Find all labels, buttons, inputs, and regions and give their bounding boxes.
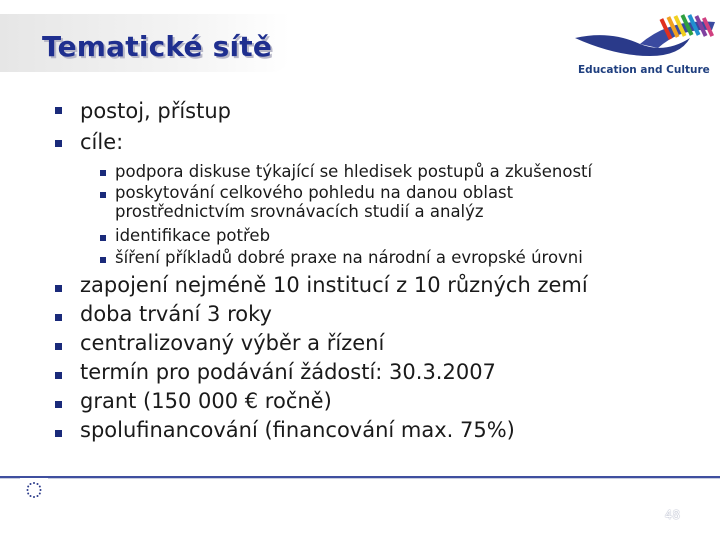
list-item-text: centralizovaný výběr a řízení	[80, 331, 385, 355]
bullet	[55, 314, 62, 321]
slide-title: Tematické sítě	[42, 30, 273, 63]
bullet	[100, 235, 106, 241]
footer-rule-shadow	[0, 478, 720, 479]
list-item-text: spolufinancování (financování max. 75%)	[80, 418, 515, 442]
list-item-text: doba trvání 3 roky	[80, 302, 272, 326]
bullet	[55, 430, 62, 437]
bullet	[100, 192, 106, 198]
list-item-text: postoj, přístup	[80, 99, 231, 123]
sub-list-item-text: identifikace potřeb	[115, 226, 271, 245]
sub-list-item-text: prostřednictvím srovnávacích studií a analýz	[115, 202, 484, 221]
sub-list-item-text: šíření příkladů dobré praxe na národní a evropské úrovni	[115, 248, 583, 267]
bullet	[55, 285, 62, 292]
list-item-text: zapojení nejméně 10 institucí z 10 různých zemí	[80, 273, 588, 297]
bullet	[100, 257, 106, 263]
bullet	[55, 401, 62, 408]
logo-caption: Education and Culture	[578, 64, 710, 76]
list-item-text: grant (150 000 € ročně)	[80, 389, 332, 413]
page-number: 48	[664, 508, 680, 522]
bullet	[100, 170, 106, 176]
sub-list-item-text: poskytování celkového pohledu na danou oblast	[115, 183, 514, 202]
list-item-text: termín pro podávání žádostí: 30.3.2007	[80, 360, 496, 384]
list-item-text: cíle:	[80, 130, 124, 154]
education-and-culture-logo	[570, 8, 720, 88]
bullet	[55, 107, 62, 114]
sub-list-item-text: podpora diskuse týkající se hledisek postupů a zkušeností	[115, 162, 593, 181]
bullet	[55, 343, 62, 350]
bullet	[55, 140, 62, 147]
eu-flag-icon	[20, 478, 48, 502]
bullet	[55, 372, 62, 379]
